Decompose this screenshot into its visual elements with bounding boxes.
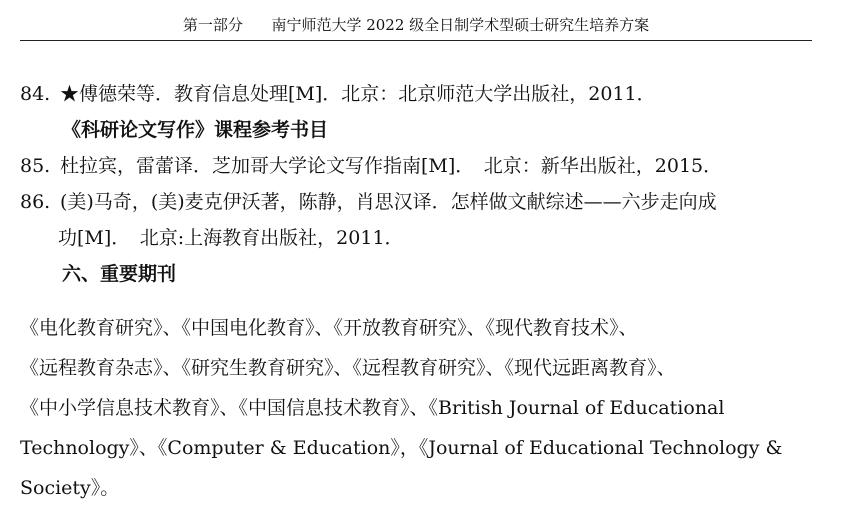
journals-line: Technology》、《Computer & Education》，《Journal of Educational Technology & bbox=[20, 437, 783, 459]
page-header bbox=[20, 14, 812, 41]
header-part: 第一部分 bbox=[182, 16, 243, 34]
journals-line: 《远程教育杂志》、《研究生教育研究》、《远程教育研究》、《现代远距离教育》、 bbox=[20, 357, 676, 379]
reference-86-continuation: 功[M]． 北京:上海教育出版社，2011． bbox=[58, 227, 404, 249]
reference-85 bbox=[20, 148, 820, 184]
header-title: 南宁师范大学 2022 级全日制学术型硕士研究生培养方案 bbox=[271, 16, 650, 34]
journals-line: 《电化教育研究》、《中国电化教育》、《开放教育研究》、《现代教育技术》、 bbox=[20, 317, 638, 339]
reference-84 bbox=[20, 76, 820, 112]
reference-number: 84. bbox=[20, 83, 51, 105]
section-heading: 六、重要期刊 bbox=[62, 263, 177, 285]
journals-line: Society》。 bbox=[20, 477, 120, 499]
course-reference-subheading: 《科研论文写作》课程参考书目 bbox=[62, 119, 329, 141]
journals-line: 《中小学信息技术教育》、《中国信息技术教育》、《British Journal of Educational bbox=[20, 397, 725, 419]
reference-86 bbox=[20, 184, 820, 220]
reference-number: 85. bbox=[20, 155, 51, 177]
reference-number: 86. bbox=[20, 191, 51, 213]
reference-text: ★傅德荣等．教育信息处理[M]．北京：北京师范大学出版社，2011． bbox=[60, 83, 656, 105]
reference-text: 杜拉宾，雷蕾译．芝加哥大学论文写作指南[M]． 北京：新华出版社，2015． bbox=[60, 155, 723, 177]
reference-text: (美)马奇，(美)麦克伊沃著，陈静，肖思汉译．怎样做文献综述——六步走向成 bbox=[60, 191, 717, 213]
